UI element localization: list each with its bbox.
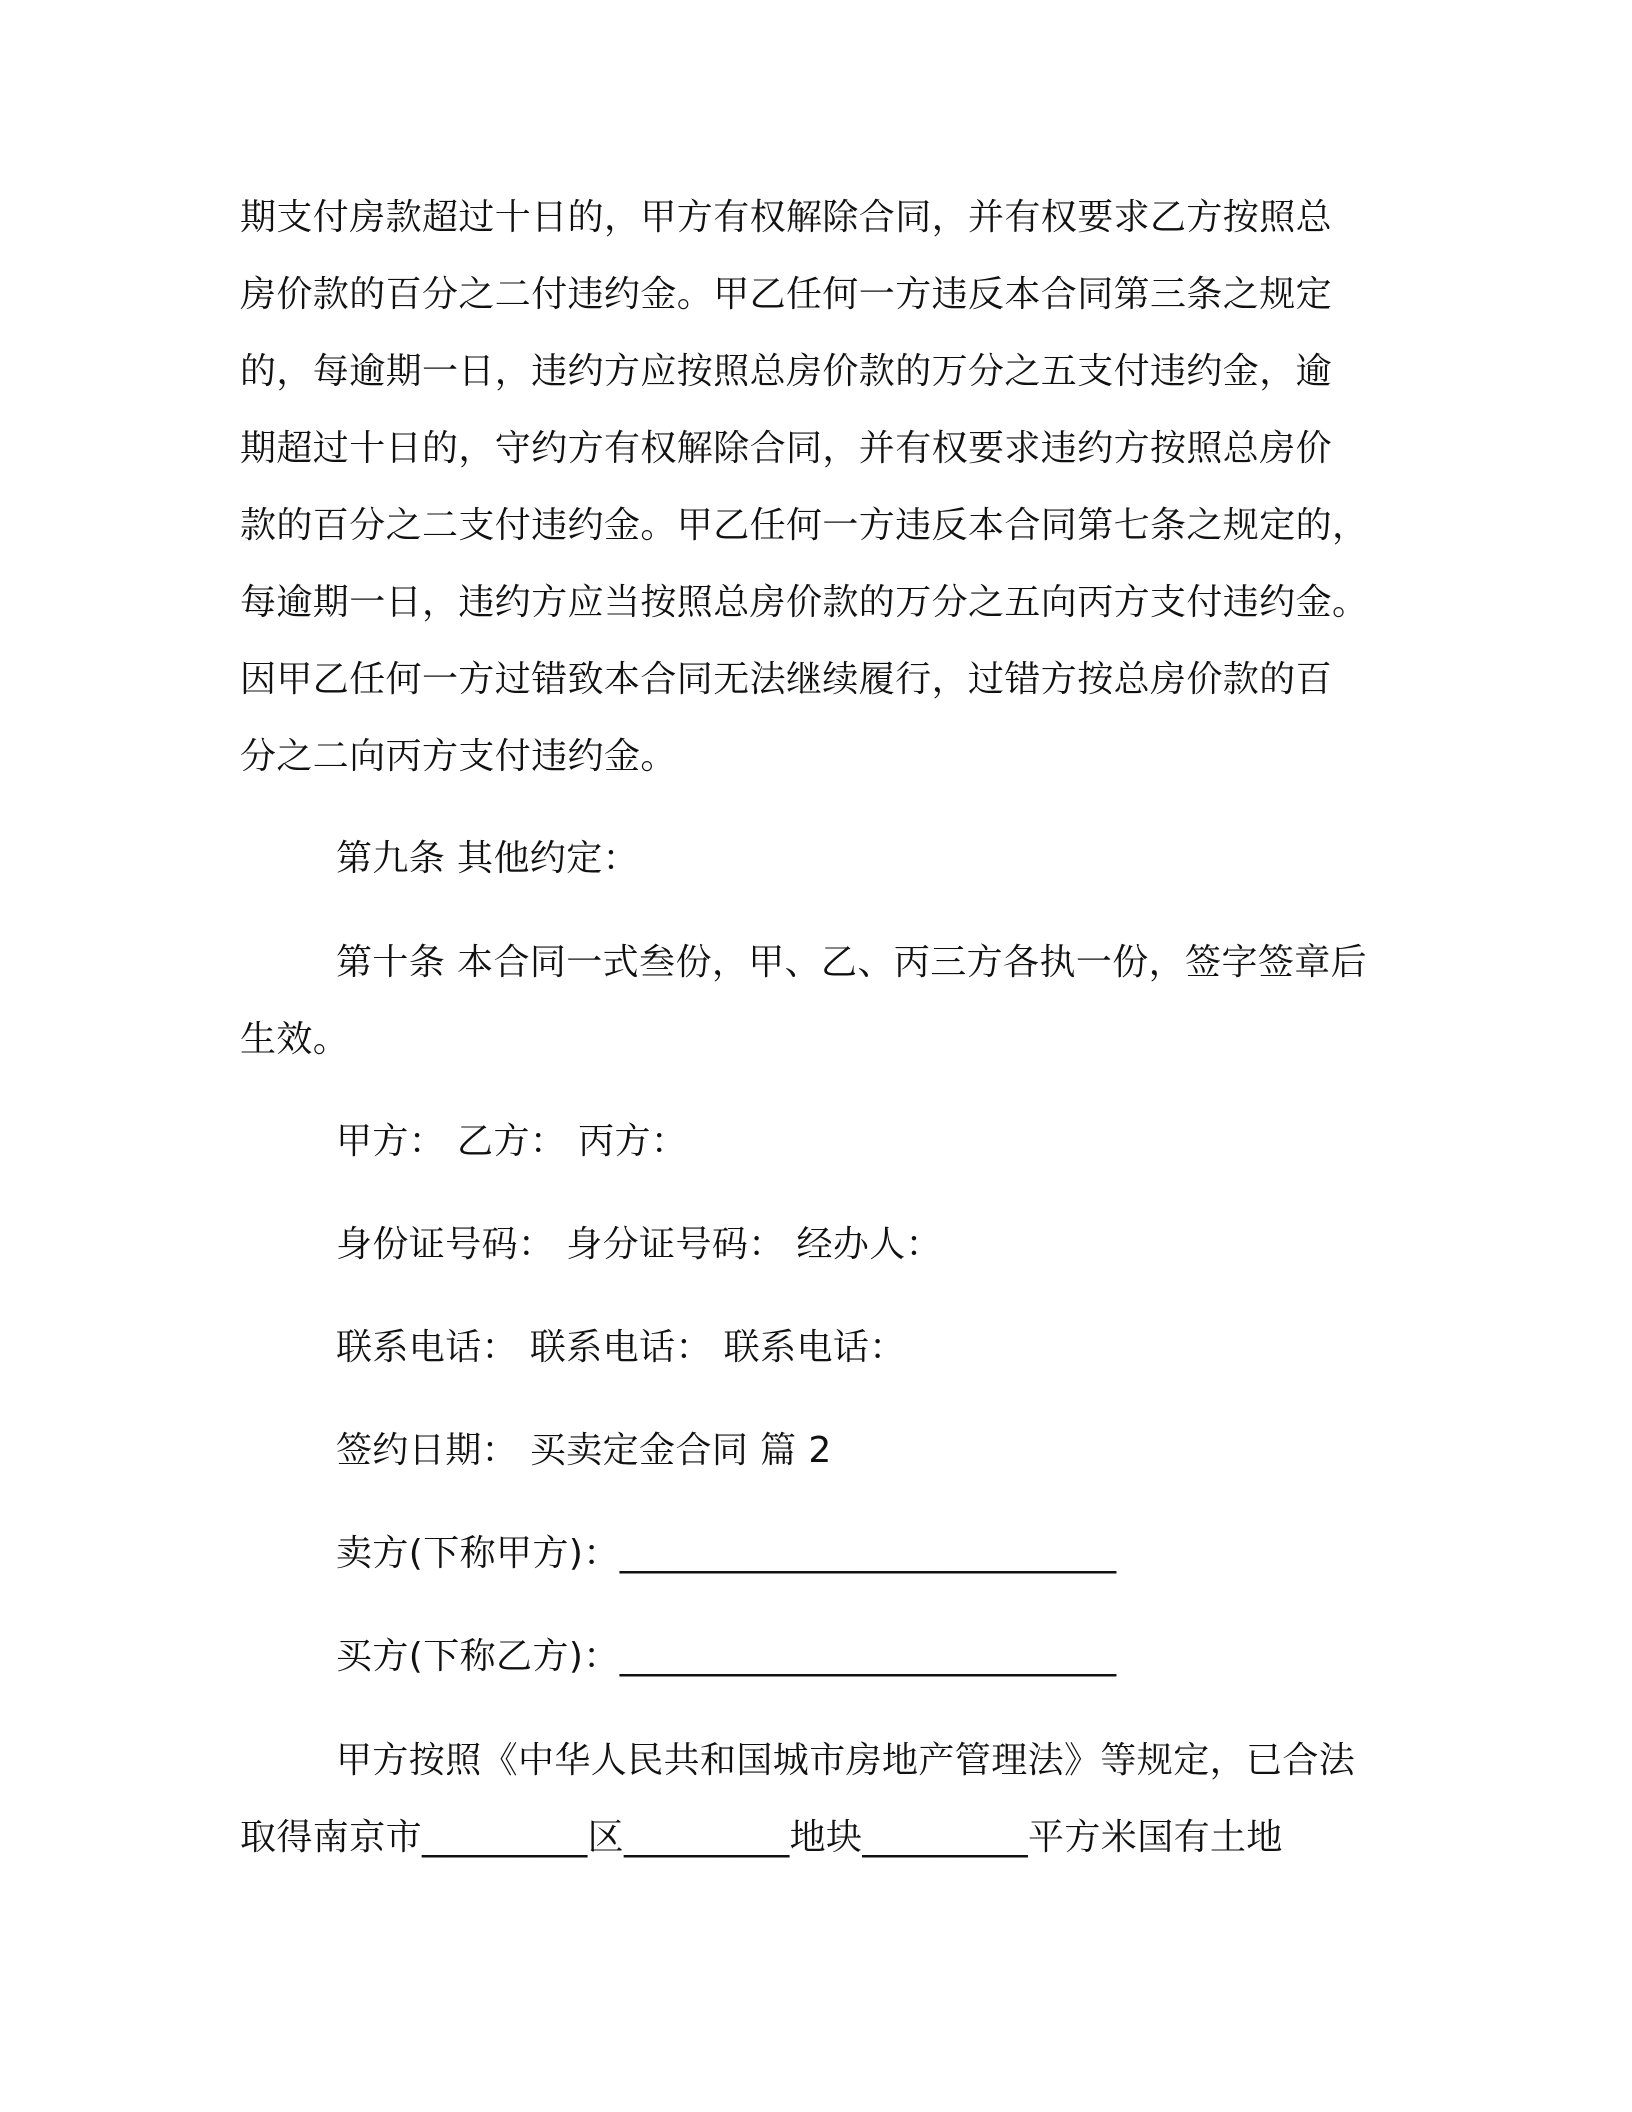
law-paragraph-line: 取得南京市_________区_________地块_________平方米国有土地 — [240, 1817, 1283, 1858]
text-line: 每逾期一日，违约方应当按照总房价款的万分之五向丙方支付违约金。 — [240, 582, 1369, 623]
text-line: 的，每逾期一日，违约方应按照总房价款的万分之五支付违约金，逾 — [240, 351, 1333, 392]
article-10-line: 生效。 — [240, 1019, 350, 1060]
parties-line: 甲方： 乙方： 丙方： — [336, 1121, 688, 1162]
law-paragraph-line: 甲方按照《中华人民共和国城市房地产管理法》等规定，已合法 — [336, 1740, 1356, 1781]
phones-line: 联系电话： 联系电话： 联系电话： — [336, 1327, 906, 1368]
text-line: 因甲乙任何一方过错致本合同无法继续履行，过错方按总房价款的百 — [240, 659, 1333, 700]
seller-line: 卖方(下称甲方)：___________________________ — [336, 1533, 1117, 1574]
text-line: 期支付房款超过十日的，甲方有权解除合同，并有权要求乙方按照总 — [240, 197, 1333, 238]
article-9-heading: 第九条 其他约定： — [336, 838, 640, 879]
id-numbers-line: 身份证号码： 身分证号码： 经办人： — [336, 1224, 943, 1265]
article-10-line: 第十条 本合同一式叁份，甲、乙、丙三方各执一份，签字签章后 — [336, 942, 1368, 983]
buyer-line: 买方(下称乙方)：___________________________ — [336, 1636, 1117, 1677]
sign-date-line: 签约日期： 买卖定金合同 篇 2 — [336, 1430, 832, 1471]
text-line: 期超过十日的，守约方有权解除合同，并有权要求违约方按照总房价 — [240, 428, 1333, 469]
text-line: 分之二向丙方支付违约金。 — [240, 736, 677, 777]
text-line: 房价款的百分之二付违约金。甲乙任何一方违反本合同第三条之规定 — [240, 274, 1333, 315]
text-line: 款的百分之二支付违约金。甲乙任何一方违反本合同第七条之规定的， — [240, 505, 1369, 546]
